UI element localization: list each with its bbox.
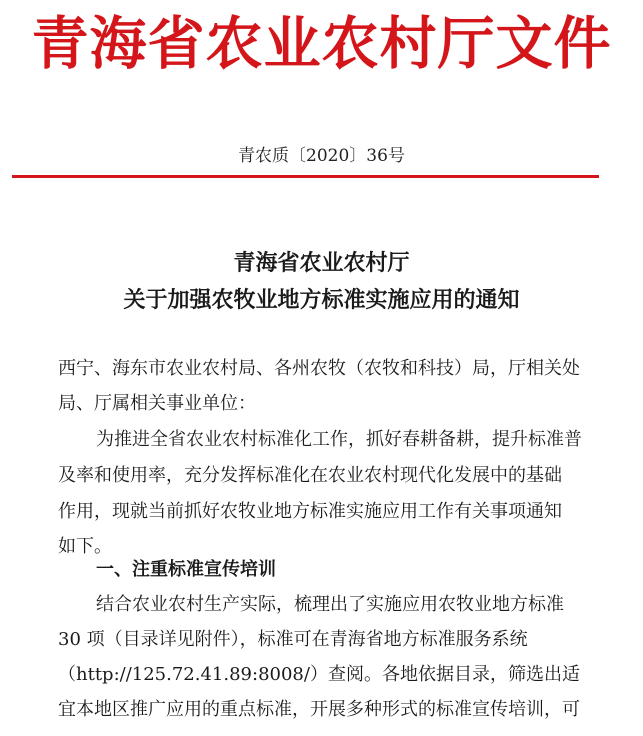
masthead-title: 青海省农业农村厅文件 <box>31 11 612 77</box>
body-paragraph-line: 及率和使用率，充分发挥标准化在农业农村现代化发展中的基础 <box>58 465 562 486</box>
body-paragraph-line: 如下。 <box>58 536 112 557</box>
recipients-line-2: 局、厅属相关事业单位： <box>58 393 256 414</box>
body-paragraph-line: （http://125.72.41.89:8008/）查阅。各地依据目录，筛选出适 <box>58 664 580 685</box>
red-divider-line <box>12 175 599 178</box>
section-heading: 一、注重标准宣传培训 <box>96 559 276 580</box>
body-paragraph-line: 宜本地区推广应用的重点标准，开展多种形式的标准宣传培训，可 <box>58 699 580 720</box>
document-number: 青农质〔2020〕36号 <box>238 146 405 166</box>
body-paragraph-line: 作用，现就当前抓好农牧业地方标准实施应用工作有关事项通知 <box>58 501 562 522</box>
body-paragraph-line: 30 项（目录详见附件），标准可在青海省地方标准服务系统 <box>58 629 528 650</box>
recipients-line-1: 西宁、海东市农业农村局、各州农牧（农牧和科技）局，厅相关处 <box>58 358 580 379</box>
notice-title-line-2: 关于加强农牧业地方标准实施应用的通知 <box>123 287 520 313</box>
body-paragraph-line: 为推进全省农业农村标准化工作，抓好春耕备耕，提升标准普 <box>96 429 582 450</box>
body-paragraph-line: 结合农业农村生产实际，梳理出了实施应用农牧业地方标准 <box>96 594 564 615</box>
notice-title-line-1: 青海省农业农村厅 <box>233 250 410 276</box>
